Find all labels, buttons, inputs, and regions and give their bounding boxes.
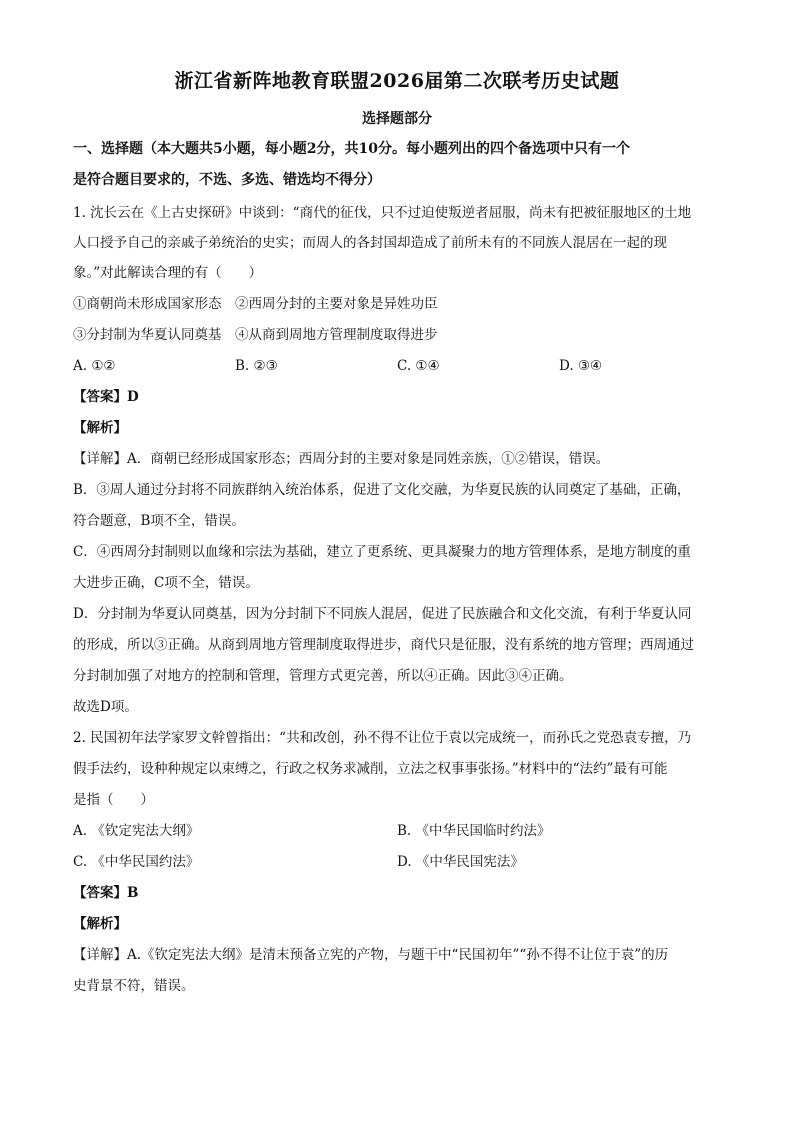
q1-option-a: A. ①②	[73, 358, 116, 374]
q2-detail-line-2: 史背景不符，错误。	[73, 978, 195, 994]
q2-analysis-label: 【解析】	[73, 916, 127, 932]
q2-stem-line-1: 2. 民国初年法学家罗文幹曾指出：“共和改创，孙不得不让位于袁以完成统一，而孙氏之党恐袁专擅，乃	[73, 730, 692, 746]
q1-stem-line-1: 1. 沈长云在《上古史探研》中谈到：“商代的征伐，只不过迫使叛逆者屈服，尚未有把被征服地区的土地	[73, 205, 692, 221]
q1-detail-line-1: 【详解】A．商朝已经形成国家形态；西周分封的主要对象是同姓亲族，①②错误，错误。	[73, 451, 610, 467]
q1-detail-line-9: 故选D项。	[73, 699, 138, 715]
section-heading-line-2: 是符合题目要求的，不选、多选、错选均不得分）	[73, 172, 381, 188]
q1-detail-line-2: B．③周人通过分封将不同族群纳入统治体系，促进了文化交融，为华夏民族的认同奠定了基础，正确，	[73, 482, 691, 498]
q1-detail-line-5: 大进步正确，C项不全，错误。	[73, 575, 259, 591]
q2-stem-line-2: 假手法约，设种种规定以束缚之，行政之权务求减削，立法之权事事张扬。”材料中的“法约”最有可能	[73, 761, 668, 777]
q2-option-c: C. 《中华民国约法》	[73, 854, 200, 870]
q1-statement-1: ①商朝尚未形成国家形态 ②西周分封的主要对象是异姓功臣	[73, 296, 438, 312]
q1-option-b: B. ②③	[235, 358, 278, 374]
q2-option-d: D. 《中华民国宪法》	[397, 854, 524, 870]
q1-option-c: C. ①④	[397, 358, 440, 374]
q1-stem-line-2: 人口授予自己的亲戚子弟统治的史实；而周人的各封国却造成了前所未有的不同族人混居在一起的现	[73, 235, 667, 251]
q2-answer: 【答案】B	[73, 885, 139, 901]
q1-detail-line-3: 符合题意，B项不全，错误。	[73, 513, 245, 529]
q2-stem-line-3: 是指（ ）	[73, 792, 154, 808]
q1-detail-line-6: D．分封制为华夏认同奠基，因为分封制下不同族人混居，促进了民族融合和文化交流，有利于华夏认同	[73, 606, 692, 622]
q1-detail-line-8: 分封制加强了对地方的控制和管理，管理方式更完善，所以④正确。因此③④正确。	[73, 668, 573, 684]
q1-answer: 【答案】D	[73, 389, 139, 405]
section-heading-line-1: 一、选择题（本大题共5小题，每小题2分，共10分。每小题列出的四个备选项中只有一个	[73, 141, 630, 157]
q1-option-d: D. ③④	[559, 358, 603, 374]
q1-detail-line-4: C．④西周分封制则以血缘和宗法为基础，建立了更系统、更具凝聚力的地方管理体系，是地方制度的重	[73, 544, 691, 560]
q1-stem-line-3: 象。”对此解读合理的有（ ）	[73, 265, 263, 281]
q2-option-a: A. 《钦定宪法大纲》	[73, 823, 200, 839]
q1-statement-2: ③分封制为华夏认同奠基 ④从商到周地方管理制度取得进步	[73, 327, 438, 343]
q2-detail-line-1: 【详解】A.《钦定宪法大纲》是清末预备立宪的产物，与题干中“民国初年”“孙不得不让位于袁”的历	[73, 947, 669, 963]
section-subtitle: 选择题部分	[362, 111, 432, 127]
q1-detail-line-7: 的形成，所以③正确。从商到周地方管理制度取得进步，商代只是征服，没有系统的地方管理；西周通过	[73, 637, 694, 653]
page-title: 浙江省新阵地教育联盟2026届第二次联考历史试题	[174, 70, 620, 92]
q2-option-b: B. 《中华民国临时约法》	[397, 823, 551, 839]
q1-analysis-label: 【解析】	[73, 420, 127, 436]
